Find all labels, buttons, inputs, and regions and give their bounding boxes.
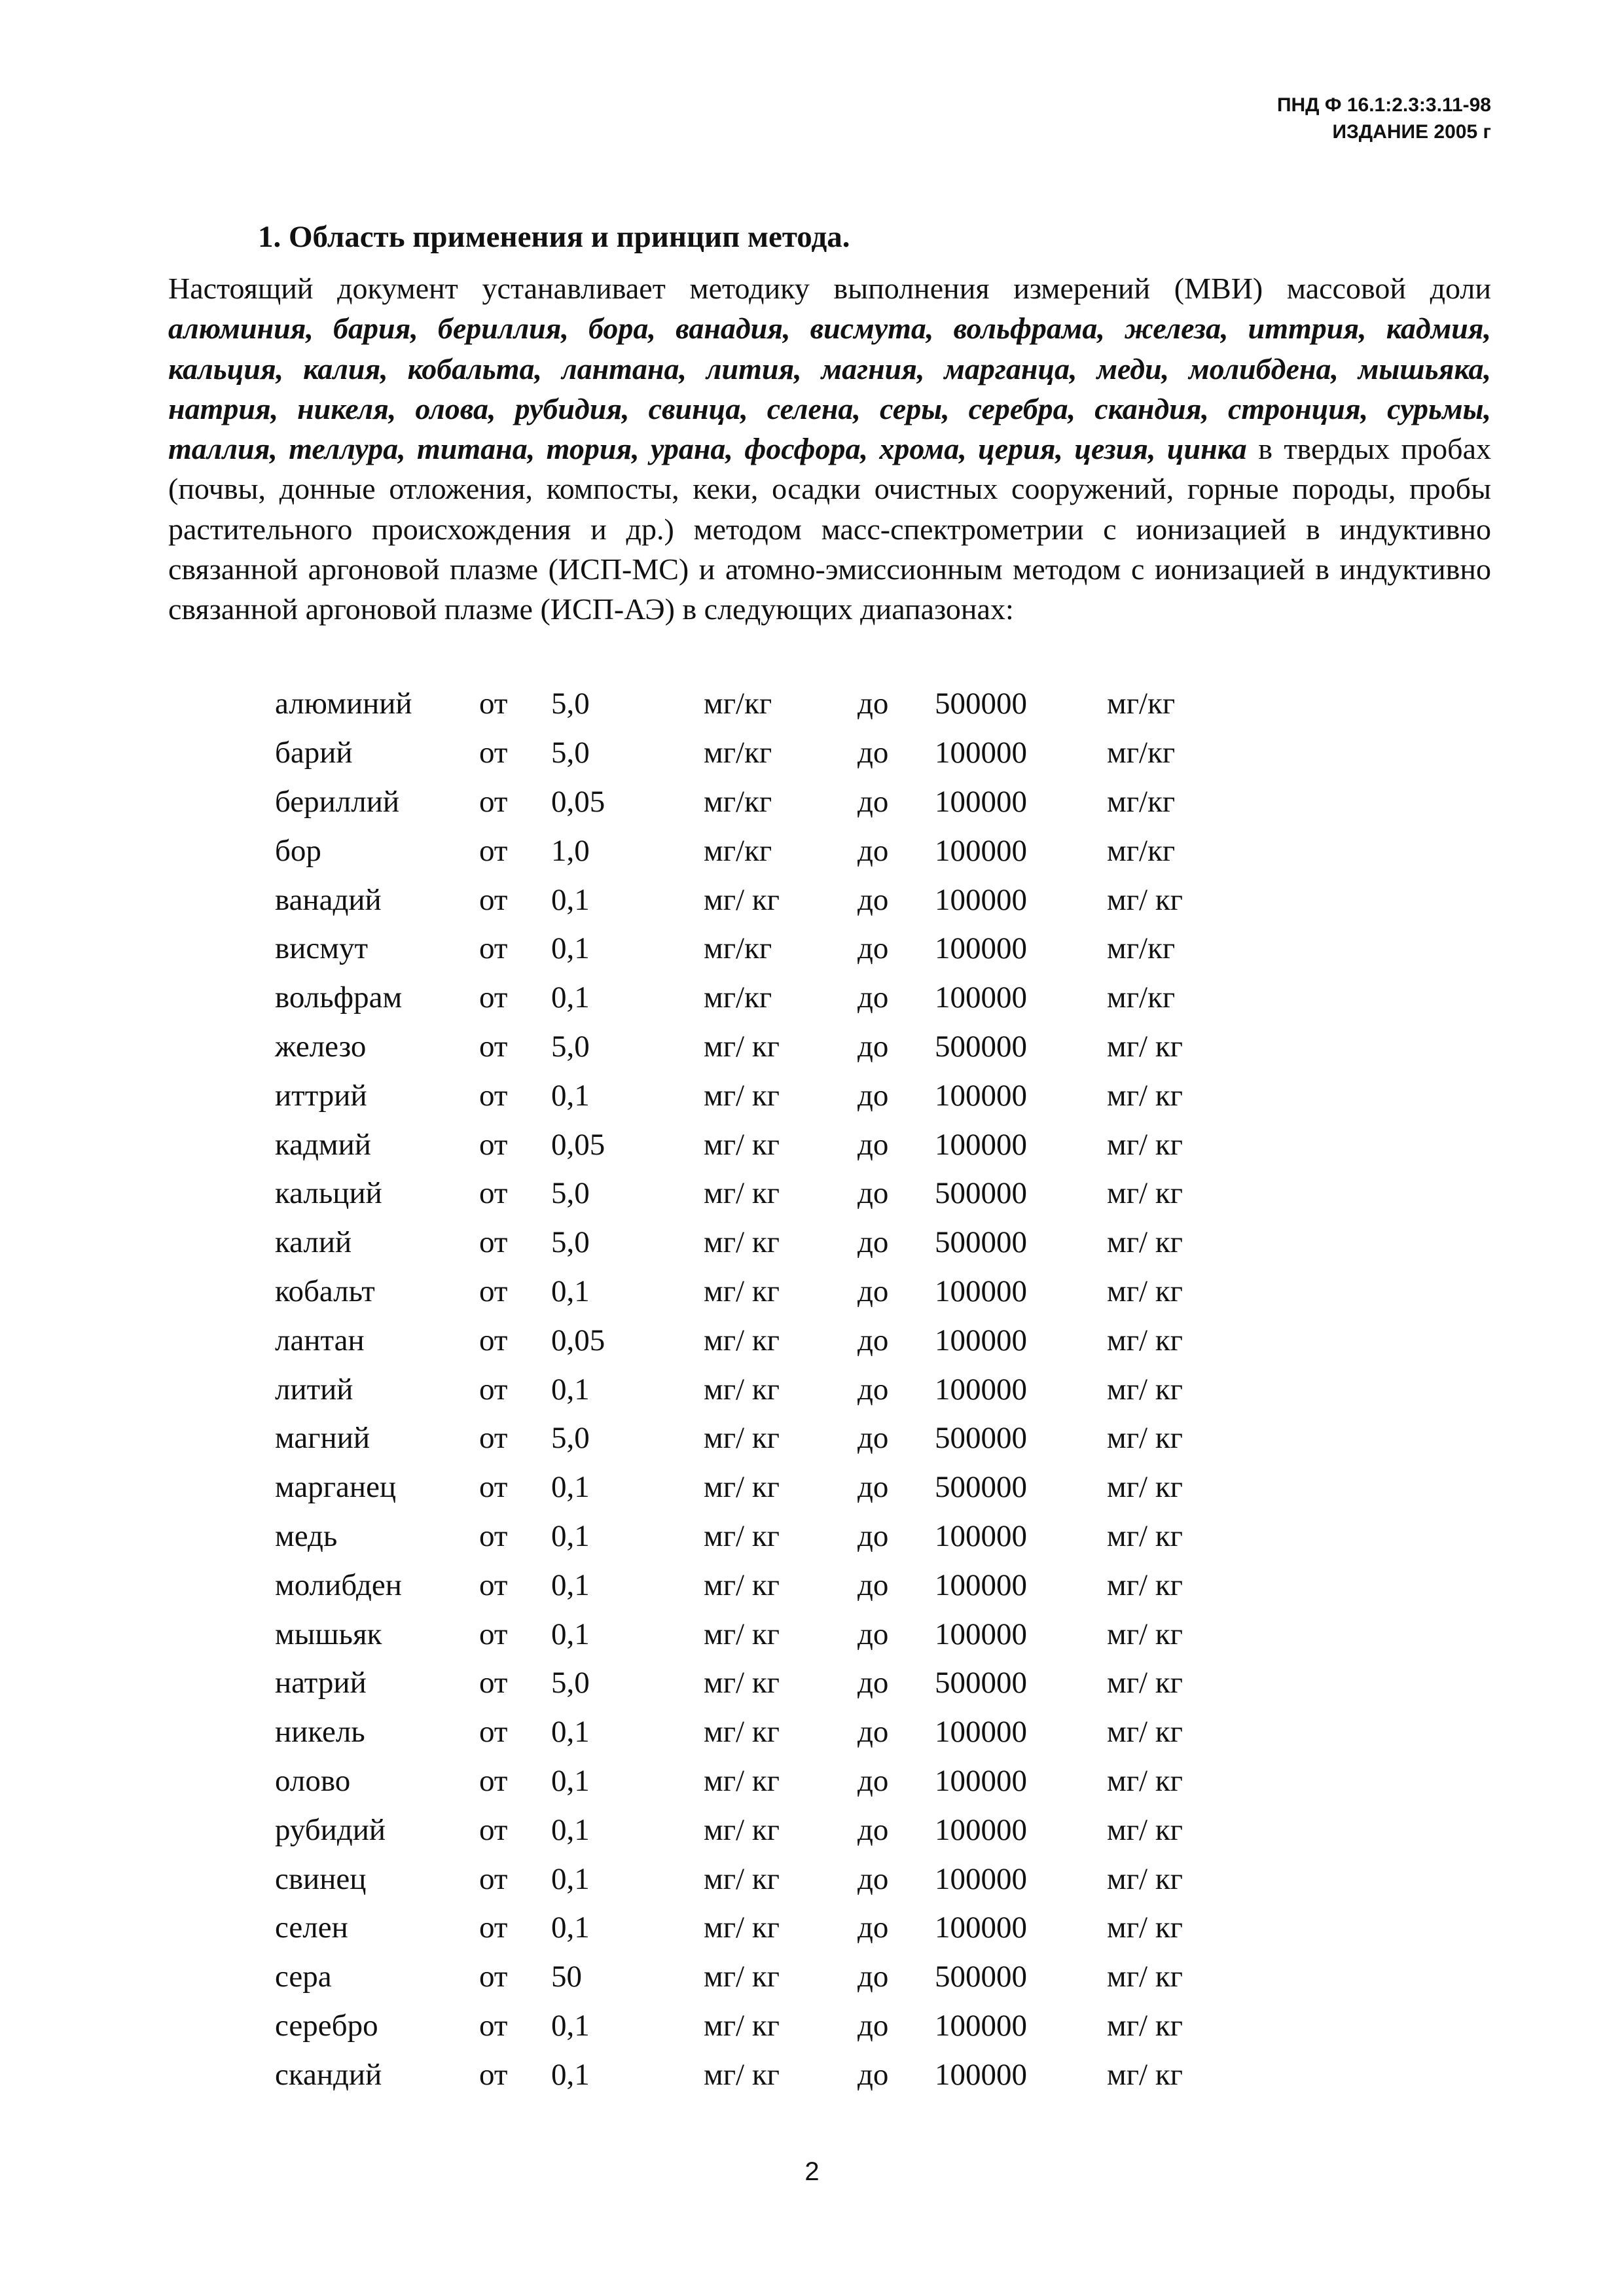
range-from-label: от	[479, 931, 508, 966]
range-max-value: 100000	[935, 980, 1027, 1015]
range-max-value: 100000	[935, 833, 1027, 868]
range-min-value: 50	[551, 1960, 582, 1994]
range-from-label: от	[479, 1225, 508, 1260]
range-element: железо	[275, 1029, 367, 1064]
range-to-label: до	[857, 1225, 889, 1260]
range-to-label: до	[857, 2008, 889, 2043]
range-row	[275, 679, 1212, 728]
range-max-unit: мг/ кг	[1107, 1127, 1183, 1162]
intro-rest: в твердых пробах (почвы, донные отложения, компосты, кеки, осадки очистных сооружений, горные породы, пробы растительного происхождения и др.) методом масс-спектрометрии с ионизацией в индуктивно связанной аргоновой плазме (ИСП-МС) и атомно-эмиссионным методом с ионизацией в индуктивно связанной аргоновой плазме (ИСП-АЭ) в следующих диапазонах:	[168, 432, 1491, 626]
range-to-label: до	[857, 1518, 889, 1553]
range-to-label: до	[857, 1323, 889, 1357]
range-min-value: 0,1	[551, 1470, 590, 1505]
range-row	[275, 1659, 1212, 1708]
range-row	[275, 1757, 1212, 1806]
range-from-label: от	[479, 1568, 508, 1602]
range-element: молибден	[275, 1568, 402, 1602]
intro-elements-list: алюминия, бария, бериллия, бора, ванадия, висмута, вольфрама, железа, иттрия, кадмия, кальция, калия, кобальта, лантана, лития, магния, марганца, меди, молибдена, мышьяка, натрия, никеля, олова, рубидия, свинца, селена, серы, серебра, скандия, стронция, сурьмы, таллия, теллура, титана, тория, урана, фосфора, хрома, церия, цезия, цинка	[168, 312, 1491, 466]
range-from-label: от	[479, 1666, 508, 1700]
range-from-label: от	[479, 1421, 508, 1456]
range-row	[275, 924, 1212, 973]
range-row	[275, 728, 1212, 778]
range-max-unit: мг/ кг	[1107, 1029, 1183, 1064]
range-max-value: 500000	[935, 1176, 1027, 1211]
range-min-value: 5,0	[551, 1225, 590, 1260]
range-element: кадмий	[275, 1127, 371, 1162]
range-min-value: 0,1	[551, 1812, 590, 1847]
range-from-label: от	[479, 833, 508, 868]
range-from-label: от	[479, 687, 508, 721]
range-from-label: от	[479, 1812, 508, 1847]
range-max-unit: мг/ кг	[1107, 2057, 1183, 2092]
range-to-label: до	[857, 1617, 889, 1651]
range-max-value: 100000	[935, 2057, 1027, 2092]
range-from-label: от	[479, 2008, 508, 2043]
range-min-unit: мг/ кг	[704, 1470, 780, 1505]
range-element: натрий	[275, 1666, 367, 1700]
range-min-value: 0,1	[551, 1617, 590, 1651]
range-to-label: до	[857, 1715, 889, 1749]
range-min-unit: мг/ кг	[704, 1127, 780, 1162]
range-row	[275, 1512, 1212, 1561]
range-row	[275, 875, 1212, 924]
ranges-table	[275, 679, 1212, 2099]
range-min-unit: мг/ кг	[704, 1861, 780, 1896]
range-max-value: 100000	[935, 736, 1027, 770]
range-max-value: 100000	[935, 1274, 1027, 1308]
range-element: калий	[275, 1225, 352, 1260]
range-to-label: до	[857, 1421, 889, 1456]
range-to-label: до	[857, 1812, 889, 1847]
range-to-label: до	[857, 882, 889, 917]
range-min-unit: мг/ кг	[704, 1176, 780, 1211]
range-element: сера	[275, 1960, 332, 1994]
range-max-value: 500000	[935, 1960, 1027, 1994]
range-to-label: до	[857, 931, 889, 966]
range-max-value: 500000	[935, 687, 1027, 721]
range-min-value: 5,0	[551, 1176, 590, 1211]
range-min-value: 0,1	[551, 1715, 590, 1749]
range-max-unit: мг/ кг	[1107, 1176, 1183, 1211]
range-max-unit: мг/ кг	[1107, 1960, 1183, 1994]
range-element: кобальт	[275, 1274, 375, 1308]
range-to-label: до	[857, 1861, 889, 1896]
range-max-value: 100000	[935, 882, 1027, 917]
range-row	[275, 1903, 1212, 1952]
range-from-label: от	[479, 1910, 508, 1945]
range-from-label: от	[479, 1274, 508, 1308]
range-max-value: 100000	[935, 2008, 1027, 2043]
range-element: алюминий	[275, 687, 412, 721]
range-element: бор	[275, 833, 321, 868]
range-min-value: 5,0	[551, 687, 590, 721]
range-min-value: 5,0	[551, 1421, 590, 1456]
range-max-unit: мг/ кг	[1107, 1617, 1183, 1651]
range-max-unit: мг/ кг	[1107, 1568, 1183, 1602]
range-min-value: 0,1	[551, 1078, 590, 1113]
range-min-unit: мг/ кг	[704, 1421, 780, 1456]
range-element: литий	[275, 1372, 353, 1407]
range-element: бериллий	[275, 784, 400, 819]
range-min-value: 0,1	[551, 1568, 590, 1602]
range-max-unit: мг/ кг	[1107, 2008, 1183, 2043]
range-min-unit: мг/ кг	[704, 1518, 780, 1553]
range-row	[275, 1560, 1212, 1609]
range-from-label: от	[479, 1029, 508, 1064]
range-element: вольфрам	[275, 980, 403, 1015]
range-max-value: 100000	[935, 1617, 1027, 1651]
range-max-value: 100000	[935, 1127, 1027, 1162]
range-min-value: 0,05	[551, 1323, 605, 1357]
range-max-unit: мг/ кг	[1107, 1421, 1183, 1456]
range-max-unit: мг/кг	[1107, 833, 1176, 868]
range-row	[275, 1952, 1212, 2001]
range-min-value: 0,1	[551, 1518, 590, 1553]
range-from-label: от	[479, 882, 508, 917]
range-min-unit: мг/кг	[704, 784, 772, 819]
range-min-unit: мг/ кг	[704, 1812, 780, 1847]
range-element: магний	[275, 1421, 370, 1456]
range-to-label: до	[857, 1372, 889, 1407]
range-row	[275, 1218, 1212, 1267]
range-to-label: до	[857, 1568, 889, 1602]
range-row	[275, 1267, 1212, 1316]
range-to-label: до	[857, 1078, 889, 1113]
range-max-value: 100000	[935, 1763, 1027, 1798]
range-row	[275, 1169, 1212, 1218]
range-min-unit: мг/ кг	[704, 882, 780, 917]
range-element: висмут	[275, 931, 368, 966]
range-from-label: от	[479, 1518, 508, 1553]
range-min-unit: мг/ кг	[704, 1078, 780, 1113]
range-max-value: 500000	[935, 1225, 1027, 1260]
range-row	[275, 1708, 1212, 1757]
range-to-label: до	[857, 784, 889, 819]
range-from-label: от	[479, 736, 508, 770]
range-max-value: 100000	[935, 1078, 1027, 1113]
range-min-value: 0,1	[551, 931, 590, 966]
range-row	[275, 973, 1212, 1022]
document-code: ПНД Ф 16.1:2.3:3.11-98	[1276, 94, 1491, 116]
range-max-unit: мг/ кг	[1107, 1812, 1183, 1847]
range-row	[275, 2050, 1212, 2099]
range-row	[275, 2001, 1212, 2051]
range-min-unit: мг/ кг	[704, 1910, 780, 1945]
range-row	[275, 778, 1212, 827]
range-max-value: 500000	[935, 1421, 1027, 1456]
range-element: лантан	[275, 1323, 365, 1357]
range-from-label: от	[479, 1372, 508, 1407]
range-row	[275, 1805, 1212, 1854]
range-max-value: 100000	[935, 1568, 1027, 1602]
range-min-value: 5,0	[551, 1029, 590, 1064]
range-from-label: от	[479, 980, 508, 1015]
range-to-label: до	[857, 687, 889, 721]
range-to-label: до	[857, 736, 889, 770]
range-min-value: 0,05	[551, 784, 605, 819]
range-element: олово	[275, 1763, 351, 1798]
range-min-unit: мг/ кг	[704, 1225, 780, 1260]
intro-lead: Настоящий документ устанавливает методику выполнения измерений (МВИ) массовой доли	[168, 272, 1491, 305]
range-min-value: 0,1	[551, 1910, 590, 1945]
range-max-value: 100000	[935, 1861, 1027, 1896]
range-min-unit: мг/ кг	[704, 1323, 780, 1357]
section-title: 1. Область применения и принцип метода.	[258, 220, 850, 254]
range-min-value: 0,1	[551, 1274, 590, 1308]
range-min-unit: мг/ кг	[704, 2057, 780, 2092]
range-max-unit: мг/ кг	[1107, 1763, 1183, 1798]
range-element: рубидий	[275, 1812, 386, 1847]
range-max-unit: мг/ кг	[1107, 1225, 1183, 1260]
range-row	[275, 1120, 1212, 1169]
range-from-label: от	[479, 1617, 508, 1651]
range-row	[275, 1463, 1212, 1512]
range-max-unit: мг/ кг	[1107, 1470, 1183, 1505]
page-number: 2	[804, 2157, 820, 2186]
range-to-label: до	[857, 1910, 889, 1945]
range-min-unit: мг/ кг	[704, 1568, 780, 1602]
range-min-unit: мг/кг	[704, 980, 772, 1015]
range-element: ванадий	[275, 882, 382, 917]
range-from-label: от	[479, 1861, 508, 1896]
range-min-value: 0,1	[551, 2057, 590, 2092]
range-from-label: от	[479, 1176, 508, 1211]
edition-label: ИЗДАНИЕ 2005 г	[1332, 121, 1491, 143]
range-min-value: 5,0	[551, 1666, 590, 1700]
range-to-label: до	[857, 980, 889, 1015]
range-row	[275, 1414, 1212, 1463]
range-to-label: до	[857, 1274, 889, 1308]
range-max-unit: мг/ кг	[1107, 1518, 1183, 1553]
range-min-unit: мг/кг	[704, 833, 772, 868]
range-row	[275, 1316, 1212, 1365]
range-min-value: 5,0	[551, 736, 590, 770]
range-min-unit: мг/ кг	[704, 1960, 780, 1994]
range-max-unit: мг/кг	[1107, 736, 1176, 770]
range-element: барий	[275, 736, 353, 770]
range-to-label: до	[857, 1127, 889, 1162]
range-row	[275, 1609, 1212, 1659]
range-row	[275, 1854, 1212, 1903]
range-min-unit: мг/ кг	[704, 1274, 780, 1308]
range-max-value: 500000	[935, 1666, 1027, 1700]
range-row	[275, 1071, 1212, 1120]
range-element: свинец	[275, 1861, 367, 1896]
range-min-unit: мг/ кг	[704, 1715, 780, 1749]
range-min-unit: мг/ кг	[704, 1666, 780, 1700]
range-max-value: 100000	[935, 1518, 1027, 1553]
range-from-label: от	[479, 1715, 508, 1749]
range-from-label: от	[479, 1078, 508, 1113]
range-to-label: до	[857, 1176, 889, 1211]
range-to-label: до	[857, 1666, 889, 1700]
range-max-unit: мг/ кг	[1107, 1910, 1183, 1945]
range-min-unit: мг/кг	[704, 687, 772, 721]
range-to-label: до	[857, 1960, 889, 1994]
range-from-label: от	[479, 1127, 508, 1162]
range-min-unit: мг/кг	[704, 736, 772, 770]
range-max-value: 500000	[935, 1470, 1027, 1505]
range-row	[275, 1022, 1212, 1071]
range-min-value: 0,1	[551, 882, 590, 917]
range-max-value: 100000	[935, 1715, 1027, 1749]
range-element: марганец	[275, 1470, 397, 1505]
range-max-unit: мг/кг	[1107, 980, 1176, 1015]
range-min-unit: мг/ кг	[704, 1029, 780, 1064]
range-max-unit: мг/кг	[1107, 784, 1176, 819]
range-from-label: от	[479, 1470, 508, 1505]
range-min-value: 0,1	[551, 1763, 590, 1798]
range-element: кальций	[275, 1176, 382, 1211]
range-to-label: до	[857, 2057, 889, 2092]
range-to-label: до	[857, 1763, 889, 1798]
range-element: никель	[275, 1715, 365, 1749]
range-max-value: 100000	[935, 784, 1027, 819]
range-max-value: 500000	[935, 1029, 1027, 1064]
range-max-unit: мг/ кг	[1107, 1372, 1183, 1407]
range-min-value: 0,1	[551, 1372, 590, 1407]
range-element: скандий	[275, 2057, 382, 2092]
range-element: серебро	[275, 2008, 378, 2043]
range-row	[275, 1365, 1212, 1414]
range-max-unit: мг/ кг	[1107, 1715, 1183, 1749]
range-max-unit: мг/ кг	[1107, 1323, 1183, 1357]
range-from-label: от	[479, 1323, 508, 1357]
range-max-value: 100000	[935, 1910, 1027, 1945]
range-element: медь	[275, 1518, 338, 1553]
range-min-unit: мг/ кг	[704, 2008, 780, 2043]
range-min-unit: мг/ кг	[704, 1617, 780, 1651]
range-min-unit: мг/ кг	[704, 1372, 780, 1407]
range-element: мышьяк	[275, 1617, 382, 1651]
range-min-value: 0,05	[551, 1127, 605, 1162]
range-max-unit: мг/кг	[1107, 687, 1176, 721]
range-max-value: 100000	[935, 931, 1027, 966]
range-max-unit: мг/ кг	[1107, 1666, 1183, 1700]
range-row	[275, 826, 1212, 875]
range-max-unit: мг/кг	[1107, 931, 1176, 966]
document-header	[1277, 92, 1491, 145]
range-to-label: до	[857, 1029, 889, 1064]
range-element: селен	[275, 1910, 348, 1945]
range-min-unit: мг/ кг	[704, 1763, 780, 1798]
range-to-label: до	[857, 833, 889, 868]
range-max-value: 100000	[935, 1812, 1027, 1847]
range-min-value: 0,1	[551, 980, 590, 1015]
range-max-unit: мг/ кг	[1107, 882, 1183, 917]
range-from-label: от	[479, 1960, 508, 1994]
range-element: иттрий	[275, 1078, 367, 1113]
intro-paragraph	[168, 268, 1491, 630]
range-min-unit: мг/кг	[704, 931, 772, 966]
ranges-table-body	[275, 679, 1212, 2099]
range-to-label: до	[857, 1470, 889, 1505]
range-from-label: от	[479, 1763, 508, 1798]
range-max-value: 100000	[935, 1372, 1027, 1407]
range-from-label: от	[479, 2057, 508, 2092]
range-min-value: 0,1	[551, 2008, 590, 2043]
range-max-unit: мг/ кг	[1107, 1274, 1183, 1308]
range-max-unit: мг/ кг	[1107, 1861, 1183, 1896]
range-min-value: 1,0	[551, 833, 590, 868]
range-from-label: от	[479, 784, 508, 819]
range-min-value: 0,1	[551, 1861, 590, 1896]
range-max-unit: мг/ кг	[1107, 1078, 1183, 1113]
range-max-value: 100000	[935, 1323, 1027, 1357]
